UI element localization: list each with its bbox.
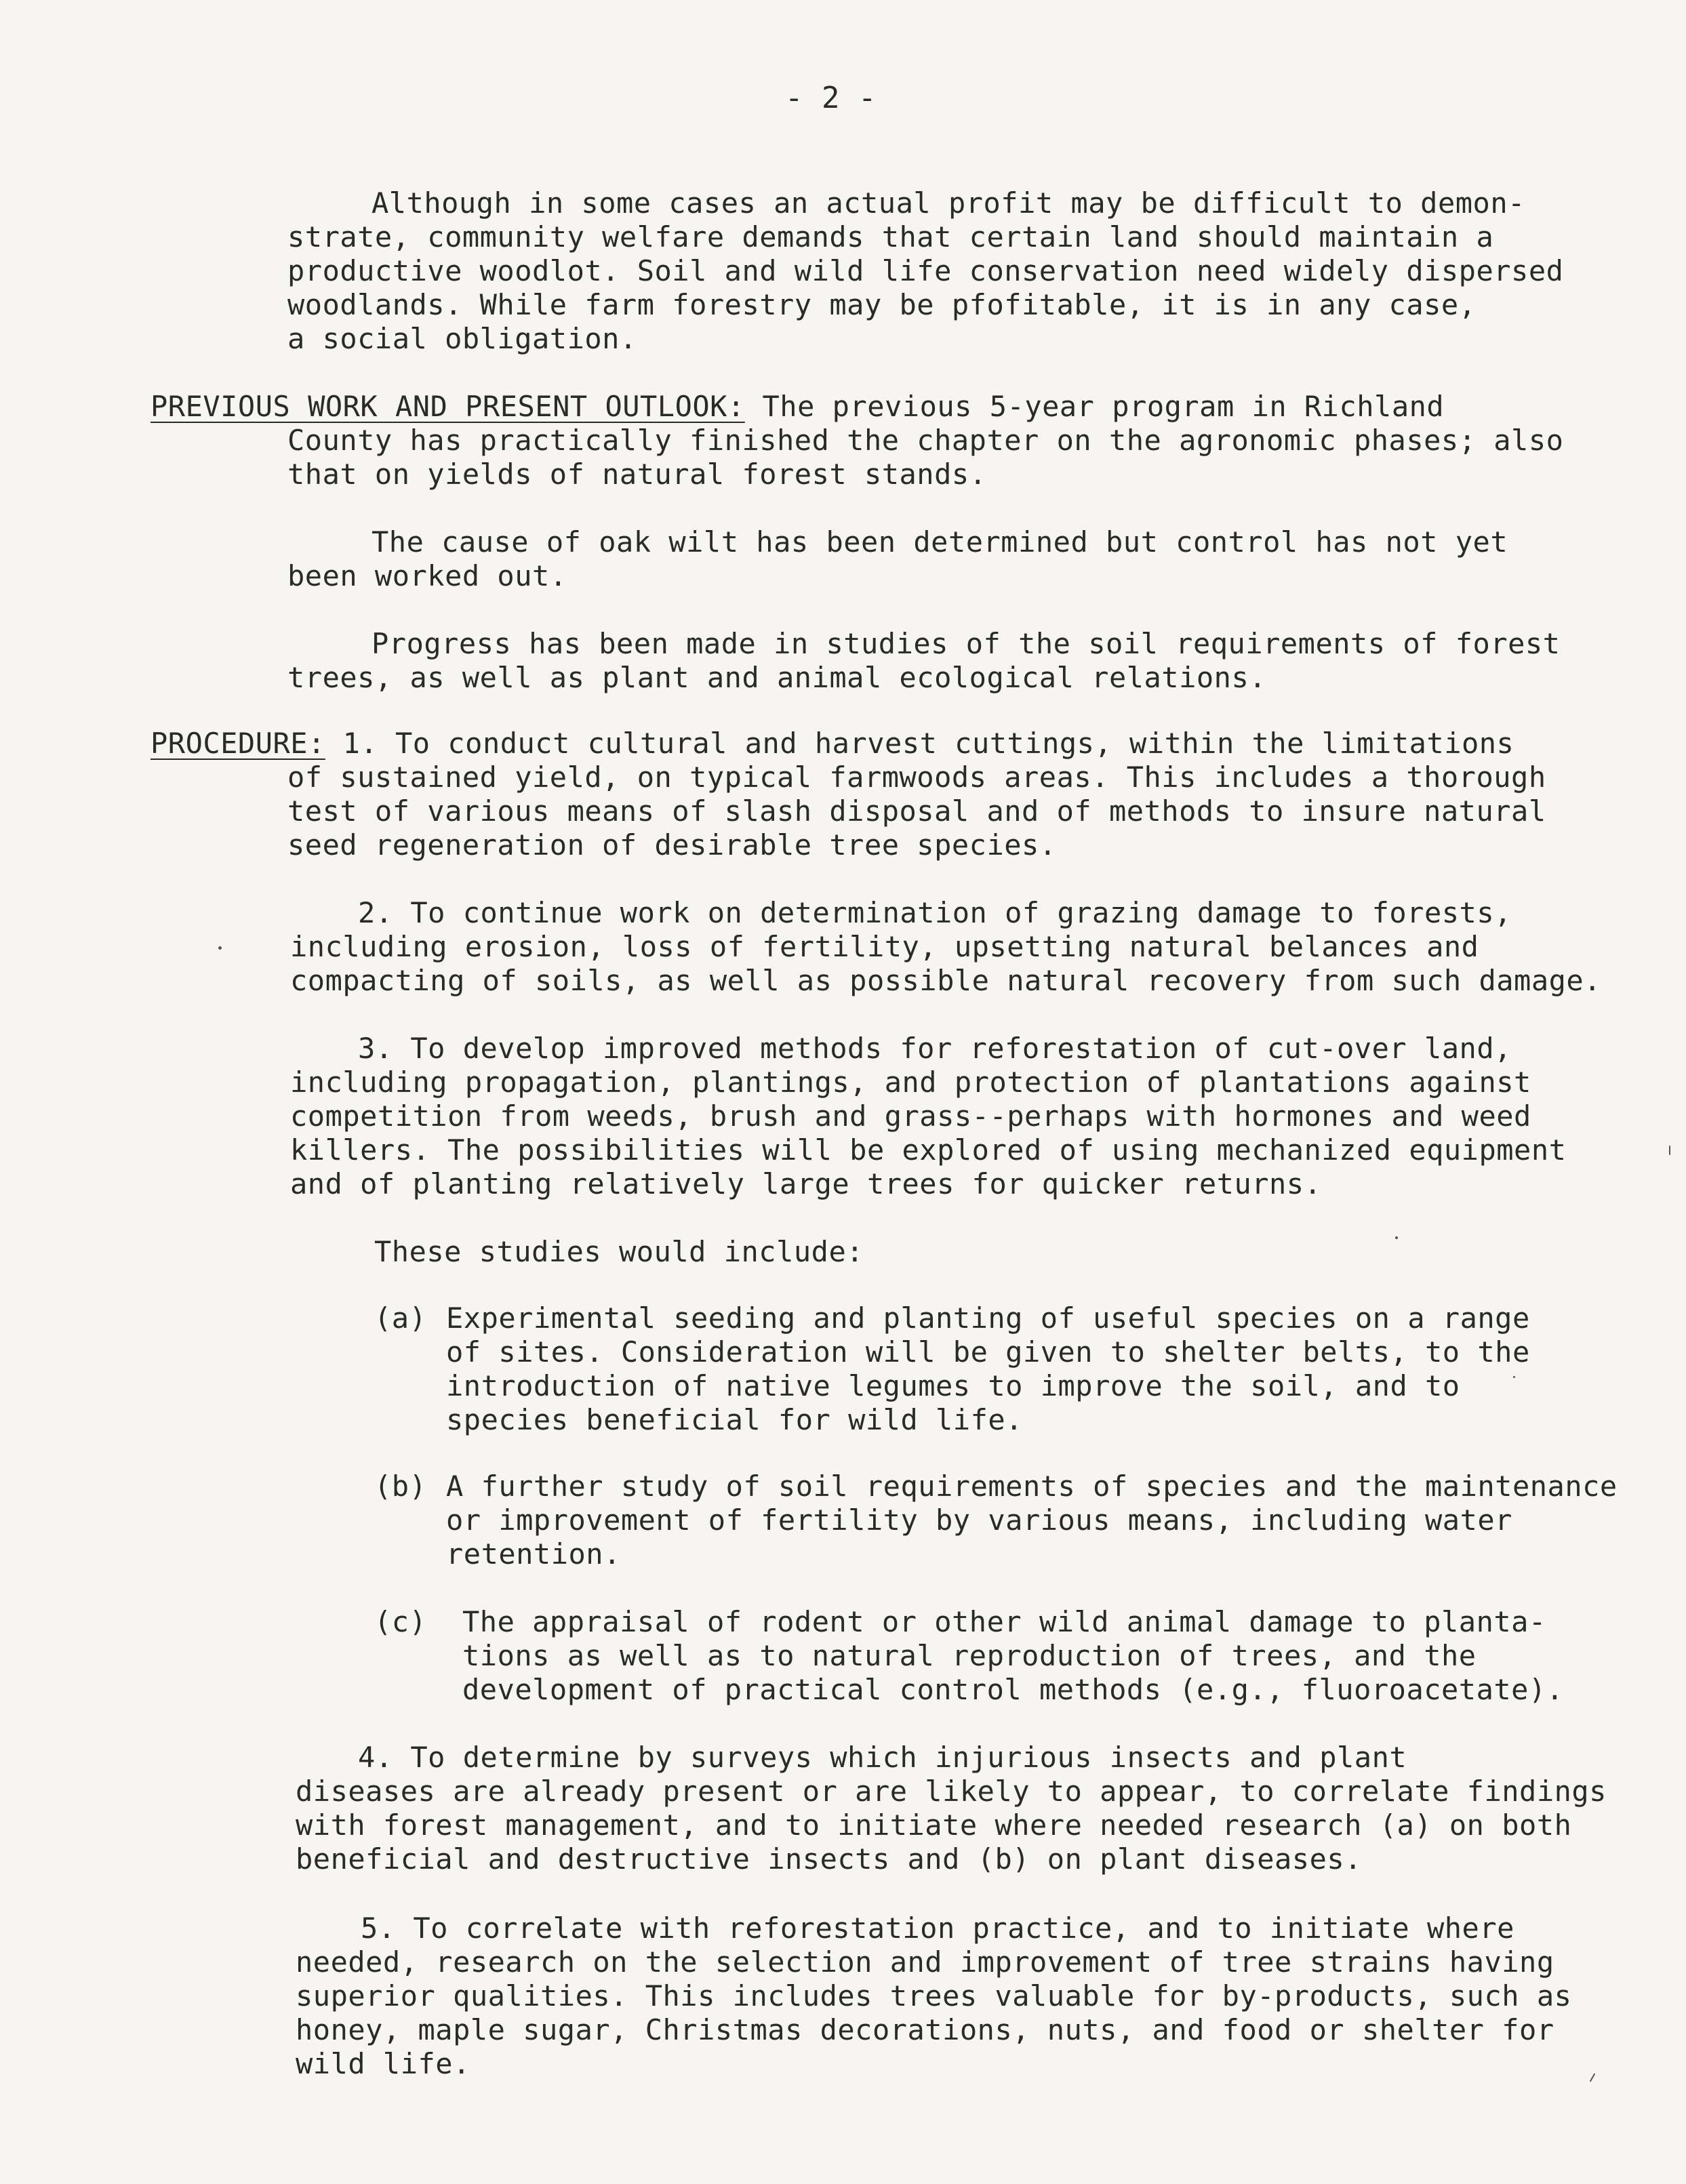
paper-speck [218,946,222,950]
oak-wilt-line-1: The cause of oak wilt has been determined but control has not yet [372,525,1508,559]
procedure-item-1-line-2: of sustained yield, on typical farmwoods areas. This includes a thorough [287,761,1546,794]
sub-item-a-line-3: introduction of native legumes to improve the soil, and to [446,1369,1460,1402]
procedure-item-4-line-1: 4. To determine by surveys which injurious insects and plant [358,1741,1407,1774]
procedure-item-5-line-4: honey, maple sugar, Christmas decorations, nuts, and food or shelter for [296,2013,1554,2046]
sub-item-b-label: (b) [374,1470,427,1503]
page-number: - 2 - [785,81,877,115]
paper-speck [1513,1376,1515,1378]
oak-wilt-line-2: been worked out. [287,559,567,592]
procedure-item-2-line-2: including erosion, loss of fertility, upsetting natural belances and [290,930,1479,963]
paper-speck [1669,1146,1670,1155]
paper-speck [1590,2073,1596,2082]
sub-item-a-line-1: Experimental seeding and planting of useful species on a range [446,1301,1530,1335]
sub-item-c-label: (c) [374,1605,427,1638]
sub-item-a-line-4: species beneficial for wild life. [446,1403,1023,1436]
procedure-item-2-line-1: 2. To continue work on determination of grazing damage to forests, [358,896,1512,929]
previous-work-first-line [150,390,1444,424]
previous-work-heading: PREVIOUS WORK AND PRESENT OUTLOOK: [150,390,745,423]
procedure-heading: PROCEDURE: [150,727,325,760]
procedure-item-5-line-3: superior qualities. This includes trees valuable for by-products, such as [296,1979,1572,2013]
procedure-item-3-line-5: and of planting relatively large trees for quicker returns. [290,1167,1322,1200]
procedure-item-3-line-2: including propagation, plantings, and protection of plantations against [290,1066,1531,1099]
sub-item-a-line-2: of sites. Consideration will be given to shelter belts, to the [446,1335,1530,1369]
sub-item-b-line-2: or improvement of fertility by various means, including water [446,1503,1512,1537]
procedure-item-5-line-1: 5. To correlate with reforestation practice, and to initiate where [361,1912,1514,1945]
intro-line-1: Although in some cases an actual profit may be difficult to demon- [372,186,1525,220]
intro-line-3: productive woodlot. Soil and wild life conservation need widely dispersed [287,254,1564,287]
sub-item-b-line-3: retention. [446,1537,621,1571]
procedure-item-1-first-text: 1. To conduct cultural and harvest cuttings, within the limitations [325,727,1514,760]
paper-speck [1395,1236,1398,1239]
procedure-item-4-line-4: beneficial and destructive insects and (b) on plant diseases. [296,1842,1362,1876]
previous-work-line-2: County has practically finished the chapter on the agronomic phases; also [287,424,1564,457]
sub-item-c-line-3: development of practical control methods (e.g., fluoroacetate). [462,1673,1564,1706]
procedure-item-3-line-3: competition from weeds, brush and grass--perhaps with hormones and weed [290,1099,1531,1133]
progress-line-2: trees, as well as plant and animal ecological relations. [287,661,1267,694]
procedure-first-line [150,727,1514,761]
procedure-item-4-line-3: with forest management, and to initiate where needed research (a) on both [296,1808,1572,1842]
previous-work-line-3: that on yields of natural forest stands. [287,458,987,491]
intro-line-5: a social obligation. [287,322,637,355]
sub-item-a-label: (a) [374,1301,427,1335]
sub-item-c-line-1: The appraisal of rodent or other wild animal damage to planta- [462,1605,1546,1638]
procedure-item-4-line-2: diseases are already present or are likely to appear, to correlate findings [296,1775,1607,1808]
sub-item-c-line-2: tions as well as to natural reproduction of trees, and the [462,1639,1477,1672]
procedure-item-1-line-4: seed regeneration of desirable tree species. [287,828,1057,862]
progress-line-1: Progress has been made in studies of the soil requirements of forest [372,627,1561,660]
intro-line-4: woodlands. While farm forestry may be pfofitable, it is in any case, [287,288,1477,321]
procedure-item-1-line-3: test of various means of slash disposal and of methods to insure natural [287,794,1546,828]
intro-line-2: strate, community welfare demands that certain land should maintain a [287,220,1494,254]
procedure-item-3-line-4: killers. The possibilities will be explored of using mechanized equipment [290,1133,1567,1167]
procedure-item-2-line-3: compacting of soils, as well as possible natural recovery from such damage. [290,964,1601,997]
procedure-item-3-line-1: 3. To develop improved methods for reforestation of cut-over land, [358,1032,1512,1065]
sub-item-b-line-1: A further study of soil requirements of species and the maintenance [446,1470,1618,1503]
procedure-item-5-line-2: needed, research on the selection and improvement of tree strains having [296,1945,1554,1979]
studies-intro: These studies would include: [374,1235,864,1268]
previous-work-first-line-text: The previous 5-year program in Richland [744,390,1445,423]
procedure-item-5-line-5: wild life. [296,2047,470,2080]
